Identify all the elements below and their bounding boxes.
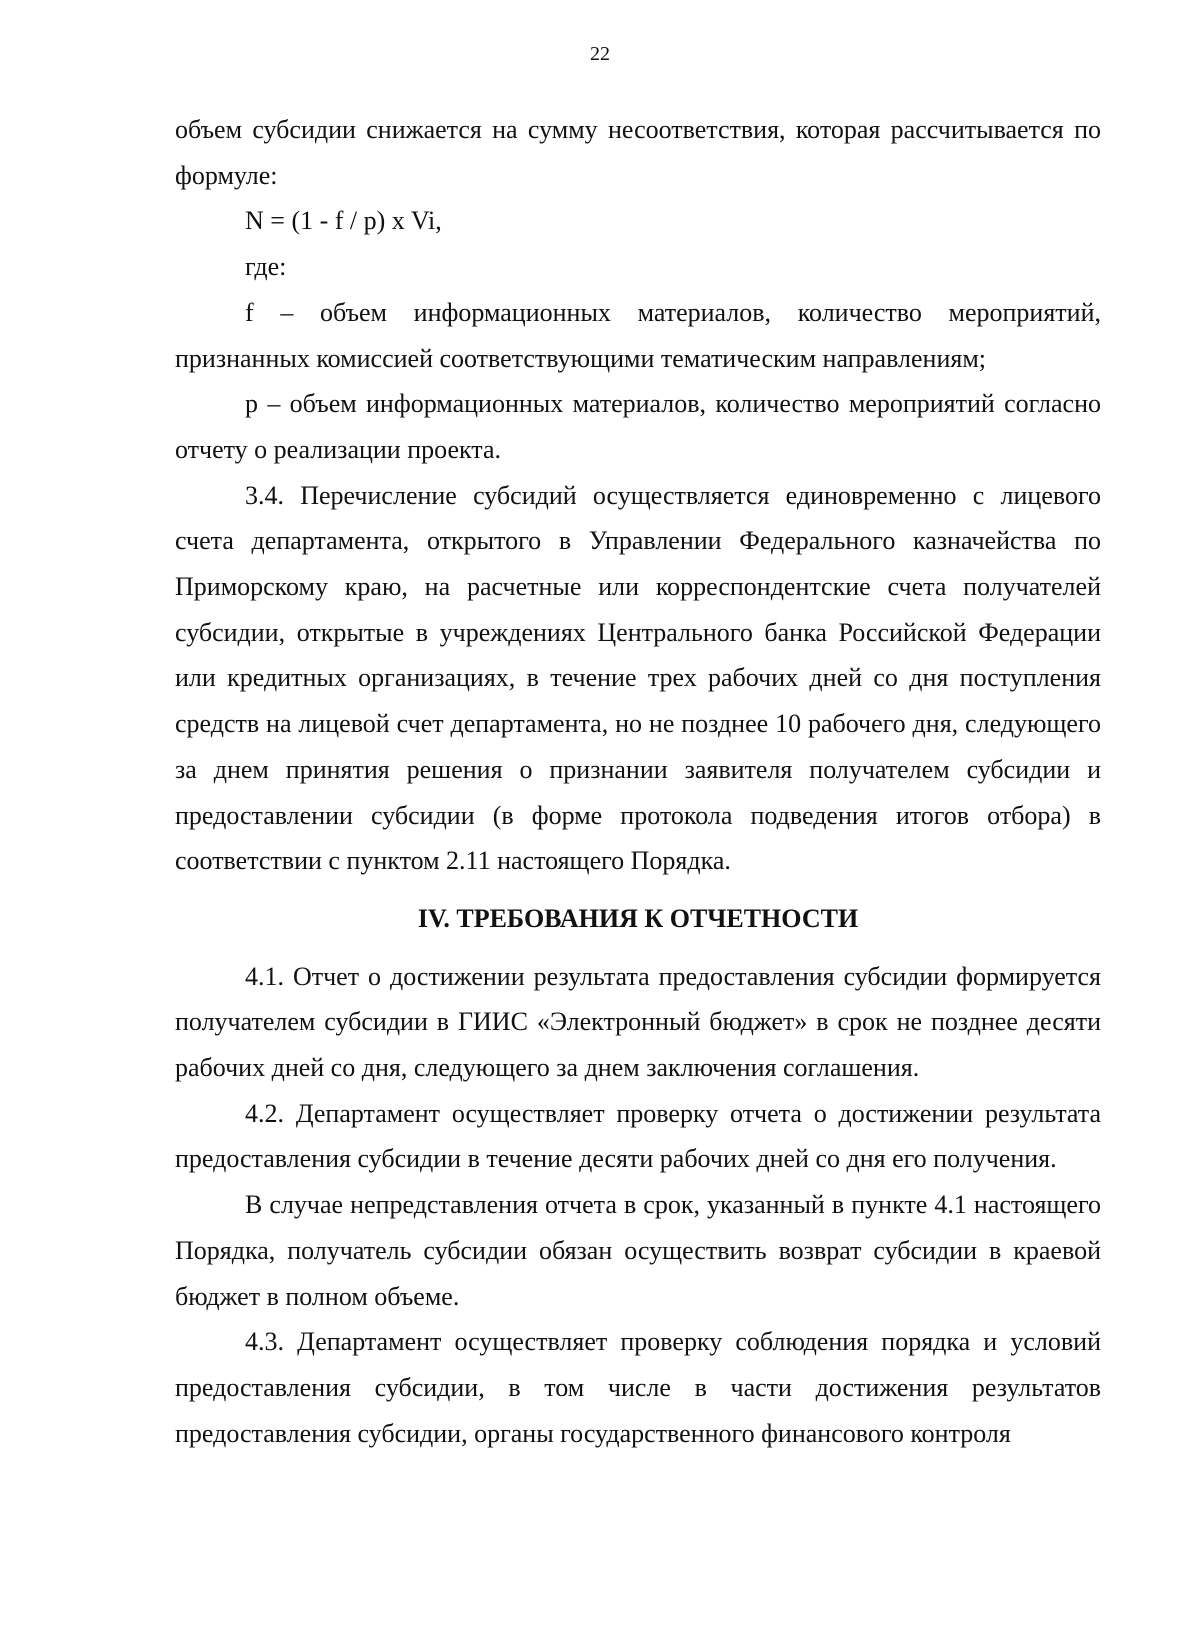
page-number: 22: [590, 43, 610, 65]
document-body: [175, 107, 1101, 1456]
clause-4-3: 4.3. Департамент осуществляет проверку соблюдения порядка и условий предоставления субсидии, в том числе в части достижения результатов предоставления субсидии, органы государственного финансового контроля: [175, 1327, 1101, 1448]
definition-f: f – объем информационных материалов, количество мероприятий, признанных комиссией соответствующими тематическим направлениям;: [175, 297, 1101, 373]
clause-4-2-note: В случае непредставления отчета в срок, указанный в пункте 4.1 настоящего Порядка, получатель субсидии обязан осуществить возврат субсидии в краевой бюджет в полном объеме.: [175, 1190, 1101, 1311]
definition-p: p – объем информационных материалов, количество мероприятий согласно отчету о реализации проекта.: [175, 389, 1101, 464]
paragraph-intro: объем субсидии снижается на сумму несоответствия, которая рассчитывается по формуле:: [175, 115, 1101, 190]
section-heading: IV. ТРЕБОВАНИЯ К ОТЧЕТНОСТИ: [417, 903, 859, 933]
clause-3-4: 3.4. Перечисление субсидий осуществляется единовременно с лицевого счета департамента, открытого в Управлении Федерального казначейства по Приморскому краю, на расчетные или корреспондентские счета получателей субсидии, открытые в учреждениях Центрального банка Российской Федерации или кредитных организациях, в течение трех рабочих дней со дня поступления средств на лицевой счет департамента, но не позднее 10 рабочего дня, следующего за днем принятия решения о признании заявителя получателем субсидии и предоставлении субсидии (в форме протокола подведения итогов отбора) в соответствии с пунктом 2.11 настоящего Порядка.: [175, 480, 1101, 876]
clause-4-2: 4.2. Департамент осуществляет проверку отчета о достижении результата предоставления субсидии в течение десяти рабочих дней со дня его получения.: [175, 1098, 1101, 1174]
formula-where-label: где:: [245, 252, 287, 282]
clause-4-1: 4.1. Отчет о достижении результата предоставления субсидии формируется получателем субсидии в ГИИС «Электронный бюджет» в срок не позднее десяти рабочих дней со дня, следующего за днем заключения соглашения.: [175, 961, 1101, 1083]
formula: N = (1 - f / p) x Vi,: [245, 206, 442, 236]
